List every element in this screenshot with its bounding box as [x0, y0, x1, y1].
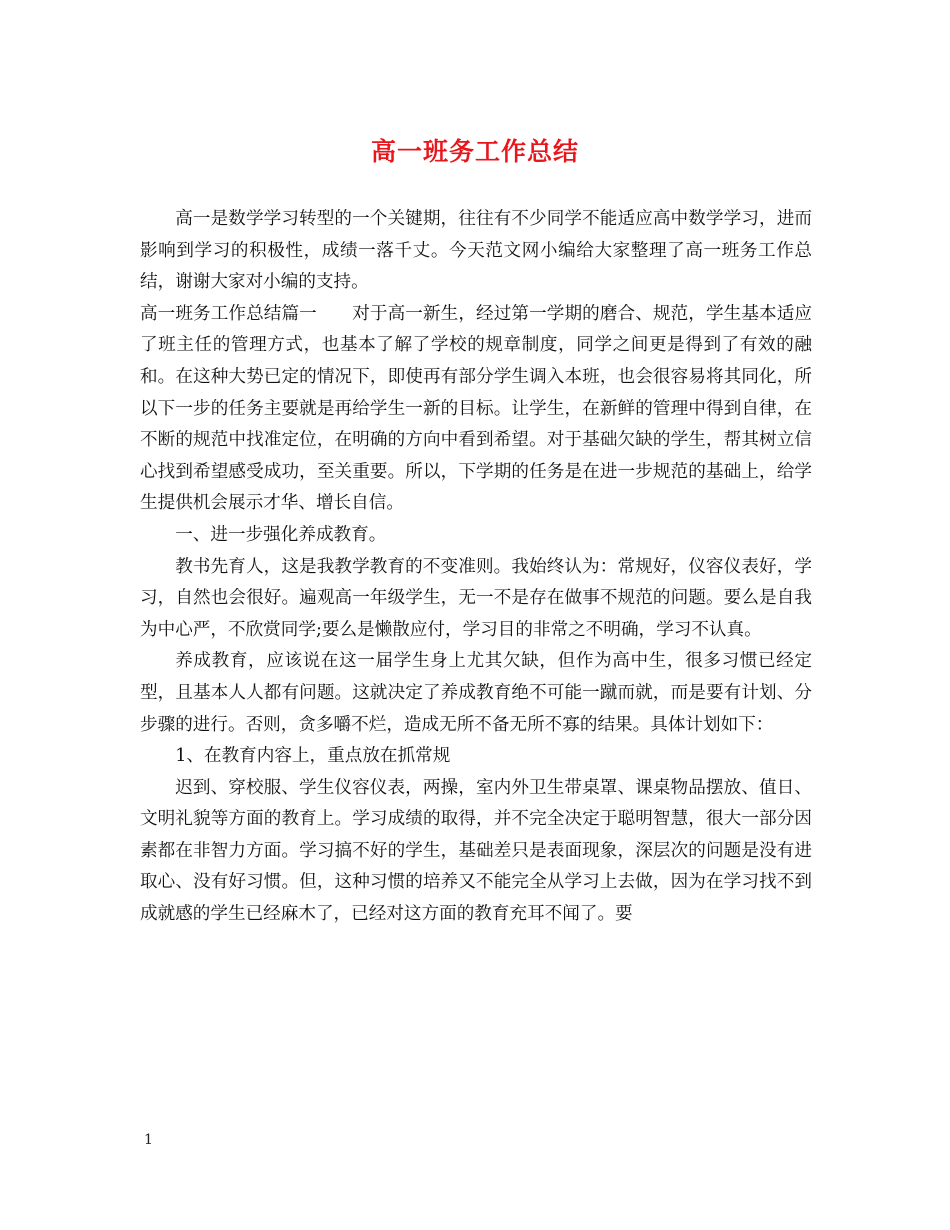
heading-education-content: 1、在教育内容上，重点放在抓常规: [175, 746, 451, 767]
paragraph-habit-plan: 养成教育，应该说在这一届学生身上尤其欠缺，但作为高中生，很多习惯已经定型，且基本人人都有问题。这就决定了养成教育绝不可能一蹴而就，而是要有计划、分步骤的进行。否则，贪多嚼不烂，造成无所不备无所不寡的结果。具体计划如下：: [140, 651, 812, 735]
paragraph-section-one: 高一班务工作总结篇一 对于高一新生，经过第一学期的磨合、规范，学生基本适应了班主任的管理方式，也基本了解了学校的规章制度，同学之间更是得到了有效的融和。在这种大势已定的情况下，即使再有部分学生调入本班，也会很容易将其同化，所以下一步的任务主要就是再给学生一新的目标。让学生，在新鲜的管理中得到自律，在不断的规范中找准定位，在明确的方向中看到希望。对于基础欠缺的学生，帮其树立信心找到希望感受成功，至关重要。所以，下学期的任务是在进一步规范的基础上，给学生提供机会展示才华、增长自信。: [140, 303, 812, 514]
paragraph-routine-details: 迟到、穿校服、学生仪容仪表，两操，室内外卫生带桌罩、课桌物品摆放、值日、文明礼貌等方面的教育上。学习成绩的取得，并不完全决定于聪明智慧，很大一部分因素都在非智力方面。学习搞不好的学生，基础差只是表面现象，深层次的问题是没有进取心、没有好习惯。但，这种习惯的培养又不能完全从学习上去做，因为在学习找不到成就感的学生已经麻木了，已经对这方面的教育充耳不闻了。要: [140, 777, 812, 925]
document-body: [140, 204, 812, 931]
page-number: 1: [144, 1132, 153, 1148]
document-title: 高一班务工作总结: [370, 137, 579, 166]
heading-habit-education: 一、进一步强化养成教育。: [175, 524, 387, 545]
paragraph-teaching-principle: 教书先育人，这是我教学教育的不变准则。我始终认为：常规好，仪容仪表好，学习，自然也会很好。遍观高一年级学生，无一不是存在做事不规范的问题。要么是自我为中心严，不欣赏同学;要么是懒散应付，学习目的非常之不明确，学习不认真。: [140, 556, 812, 640]
paragraph-intro: 高一是数学学习转型的一个关键期，往往有不少同学不能适应高中数学学习，进而影响到学习的积极性，成绩一落千丈。今天范文网小编给大家整理了高一班务工作总结，谢谢大家对小编的支持。: [140, 209, 812, 293]
